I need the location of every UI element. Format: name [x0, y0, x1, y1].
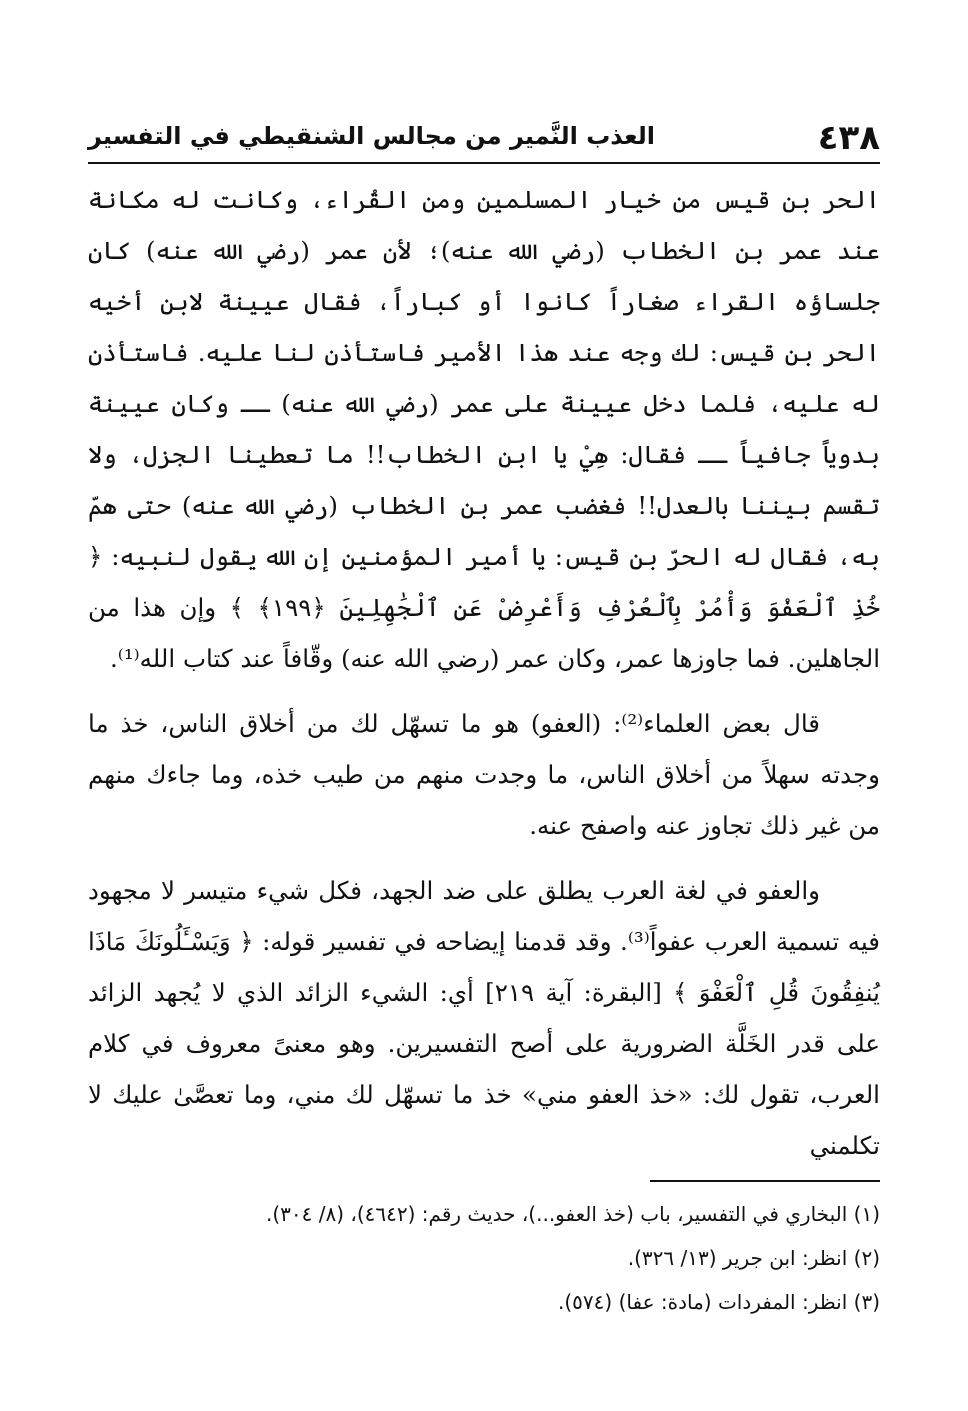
footnote-3: (٣) انظر: المفردات (مادة: عفا) (٥٧٤). — [558, 1290, 880, 1314]
main-text — [88, 174, 880, 1185]
page-number: ٤٣٨ — [817, 118, 880, 158]
header-divider — [88, 162, 880, 164]
footnote-2: (٢) انظر: ابن جرير (١٣/ ٣٢٦). — [627, 1246, 880, 1270]
running-title: العذب النَّمير من مجالس الشنقيطي في التفسير — [88, 122, 655, 150]
paragraph-2: قال بعض العلماء⁽²⁾: (العفو) هو ما تسهّل لك من أخلاق الناس، خذ ما وجدته سهلاً من أخلاق الناس، ما وجدت منهم من طيب خذه، وما جاءك منهم من غير ذلك تجاوز عنه واصفح عنه. — [88, 709, 880, 840]
paragraph-1: الحر بن قيس من خيار المسلمين ومن القُراء، وكانت له مكانة عند عمر بن الخطاب (رضي الله عنه)؛ لأن عمر (رضي الله عنه) كان جلساؤه القراء صغاراً كانوا أو كباراً، فقال عيينة لابن أخيه الحر بن قيس: لك وجه عند هذا الأمير فاستأذن لنا عليه. فاستأذن له عليه، فلما دخل عيينة على عمر (رضي الله عنه) ــ وكان عيينة بدوياً جافياً ــ فقال: هِيْ يا ابن الخطاب!! ما تعطينا الجزل، ولا تقسم بيننا بالعدل!! فغضب عمر بن الخطاب (رضي الله عنه) حتى همّ به، فقال له الحرّ بن قيس: يا أمير المؤمنين إن الله يقول لنبيه: ﴿ خُذِ ٱلْعَفْوَ وَأْمُرْ بِٱلْعُرْفِ وَأَعْرِضْ عَنِ ٱلْجَٰهِلِينَ ﴿١٩٩﴾ ﴾ وإن هذا من الجاهلين. فما جاوزها عمر، وكان عمر (رضي الله عنه) وقّافاً عند كتاب الله⁽¹⁾. — [88, 185, 881, 673]
footnote-1: (١) البخاري في التفسير، باب (خذ العفو...)، حديث رقم: (٤٦٤٢)، (٨/ ٣٠٤). — [265, 1202, 880, 1226]
page-header — [88, 112, 880, 160]
footnote-divider — [650, 1180, 880, 1182]
paragraph-3: والعفو في لغة العرب يطلق على ضد الجهد، فكل شيء متيسر لا مجهود فيه تسمية العرب عفواً⁽³⁾. وقد قدمنا إيضاحه في تفسير قوله: ﴿ وَيَسْـَٔلُونَكَ مَاذَا يُنفِقُونَ قُلِ ٱلْعَفْوَ ﴾ [البقرة: آية ٢١٩] أي: الشيء الزائد الذي لا يُجهد الزائد على قدر الخَلَّة الضرورية على أصح التفسيرين. وهو معنىً معروف في كلام العرب، تقول لك: «خذ العفو مني» خذ ما تسهّل لك مني، وما تعصَّىٰ عليك لا تكلمني — [88, 876, 881, 1160]
footnotes — [88, 1195, 880, 1327]
